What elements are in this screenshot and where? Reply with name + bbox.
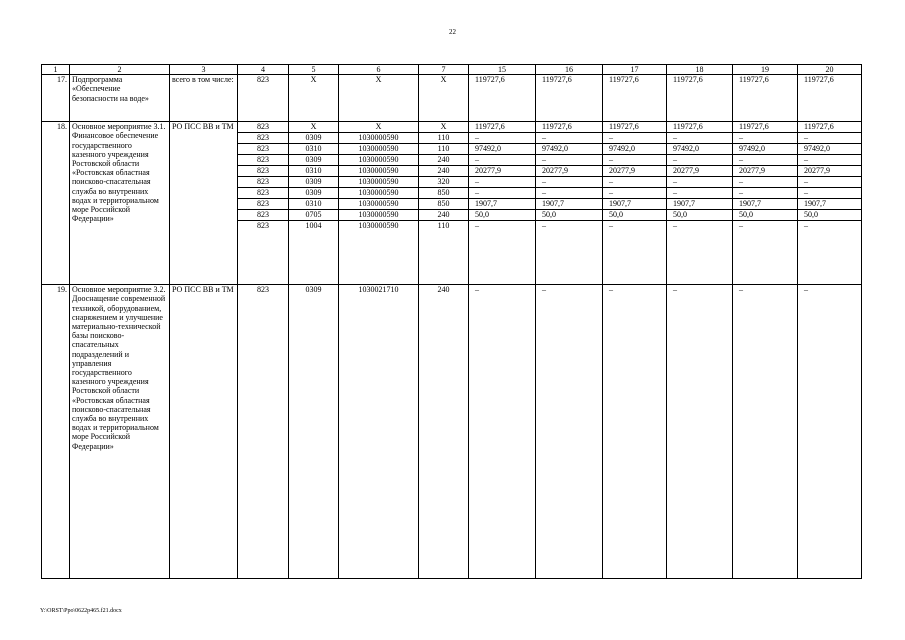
item-name: Подпрограмма «Обеспечение безопасности на воде»	[70, 75, 170, 122]
value-cell: –	[733, 188, 798, 199]
value-cell: –	[733, 177, 798, 188]
expense-type-code: 850	[419, 188, 469, 199]
row-number: 19.	[42, 285, 70, 579]
value-cell: –	[667, 133, 733, 144]
value-cell: 97492,0	[469, 144, 536, 155]
value-cell: –	[536, 285, 603, 579]
target-code: 1030000590	[339, 210, 419, 221]
value-cell: 119727,6	[603, 75, 667, 122]
ministry-code: 823	[238, 177, 289, 188]
value-cell: 119727,6	[733, 75, 798, 122]
value-cell: 50,0	[603, 210, 667, 221]
section-code: Х	[289, 75, 339, 122]
item-name: Основное мероприятие 3.2. Дооснащение современной техникой, оборудованием, снаряжением и улучшение материально-технической базы поисково-спасательных подразделений и управления государственного казенного учреждения Ростовской области «Ростовская областная поисково-спасательная служба во внутренних водах и территориальном море Российской Федерации»	[70, 285, 170, 579]
target-code: 1030000590	[339, 177, 419, 188]
executor: всего в том числе:	[170, 75, 238, 122]
value-cell: 119727,6	[733, 122, 798, 133]
column-number: 18	[667, 65, 733, 75]
value-cell: 119727,6	[798, 122, 862, 133]
value-cell: –	[536, 155, 603, 166]
ministry-code: 823	[238, 221, 289, 285]
expense-type-code: Х	[419, 75, 469, 122]
value-cell: 97492,0	[798, 144, 862, 155]
section-code: 0310	[289, 199, 339, 210]
target-code: 1030021710	[339, 285, 419, 579]
table-row	[42, 122, 862, 133]
column-number: 3	[170, 65, 238, 75]
expense-type-code: 110	[419, 221, 469, 285]
value-cell: –	[469, 133, 536, 144]
value-cell: 119727,6	[667, 122, 733, 133]
expense-type-code: 850	[419, 199, 469, 210]
column-number: 6	[339, 65, 419, 75]
value-cell: –	[798, 221, 862, 285]
executor: РО ПСС ВВ и ТМ	[170, 285, 238, 579]
page-number: 22	[449, 28, 456, 36]
value-cell: –	[603, 177, 667, 188]
value-cell: 119727,6	[536, 122, 603, 133]
section-code: 0309	[289, 285, 339, 579]
value-cell: –	[603, 188, 667, 199]
value-cell: –	[469, 177, 536, 188]
value-cell: –	[798, 155, 862, 166]
ministry-code: 823	[238, 199, 289, 210]
ministry-code: 823	[238, 122, 289, 133]
value-cell: 1907,7	[667, 199, 733, 210]
value-cell: –	[469, 188, 536, 199]
value-cell: 1907,7	[798, 199, 862, 210]
value-cell: –	[667, 221, 733, 285]
section-code: 0309	[289, 188, 339, 199]
value-cell: 50,0	[469, 210, 536, 221]
value-cell: 20277,9	[603, 166, 667, 177]
ministry-code: 823	[238, 75, 289, 122]
value-cell: 119727,6	[469, 122, 536, 133]
ministry-code: 823	[238, 133, 289, 144]
table-row	[42, 285, 862, 579]
item-name: Основное мероприятие 3.1. Финансовое обеспечение государственного казенного учреждения Ростовской области «Ростовская областная поисково-спасательная служба во внутренних водах и территориальном море Российской Федерации»	[70, 122, 170, 285]
section-code: 0309	[289, 177, 339, 188]
value-cell: 20277,9	[536, 166, 603, 177]
expense-type-code: 240	[419, 210, 469, 221]
column-number: 2	[70, 65, 170, 75]
target-code: 1030000590	[339, 155, 419, 166]
column-number: 19	[733, 65, 798, 75]
target-code: 1030000590	[339, 144, 419, 155]
column-number: 20	[798, 65, 862, 75]
value-cell: –	[733, 285, 798, 579]
value-cell: –	[798, 177, 862, 188]
ministry-code: 823	[238, 155, 289, 166]
value-cell: 1907,7	[536, 199, 603, 210]
value-cell: 1907,7	[469, 199, 536, 210]
value-cell: 119727,6	[469, 75, 536, 122]
value-cell: –	[733, 155, 798, 166]
value-cell: –	[536, 177, 603, 188]
target-code: 1030000590	[339, 166, 419, 177]
value-cell: –	[667, 188, 733, 199]
expense-type-code: 110	[419, 133, 469, 144]
value-cell: –	[667, 155, 733, 166]
header-row	[42, 65, 862, 75]
value-cell: –	[603, 133, 667, 144]
value-cell: –	[536, 188, 603, 199]
value-cell: –	[733, 133, 798, 144]
column-number: 16	[536, 65, 603, 75]
section-code: 0310	[289, 144, 339, 155]
row-number: 17.	[42, 75, 70, 122]
budget-table	[41, 64, 862, 579]
executor: РО ПСС ВВ и ТМ	[170, 122, 238, 285]
target-code: Х	[339, 75, 419, 122]
ministry-code: 823	[238, 188, 289, 199]
column-number: 7	[419, 65, 469, 75]
value-cell: 50,0	[667, 210, 733, 221]
row-number: 18.	[42, 122, 70, 285]
target-code: 1030000590	[339, 188, 419, 199]
value-cell: –	[798, 133, 862, 144]
column-number: 17	[603, 65, 667, 75]
value-cell: –	[603, 221, 667, 285]
section-code: 0310	[289, 166, 339, 177]
value-cell: –	[798, 285, 862, 579]
expense-type-code: 240	[419, 166, 469, 177]
value-cell: –	[667, 177, 733, 188]
value-cell: 20277,9	[733, 166, 798, 177]
section-code: Х	[289, 122, 339, 133]
value-cell: 20277,9	[667, 166, 733, 177]
value-cell: 97492,0	[603, 144, 667, 155]
value-cell: 50,0	[798, 210, 862, 221]
value-cell: 119727,6	[798, 75, 862, 122]
value-cell: 20277,9	[798, 166, 862, 177]
value-cell: –	[603, 155, 667, 166]
section-code: 0705	[289, 210, 339, 221]
value-cell: 119727,6	[667, 75, 733, 122]
value-cell: –	[536, 221, 603, 285]
target-code: 1030000590	[339, 199, 419, 210]
value-cell: 119727,6	[603, 122, 667, 133]
table-row	[42, 75, 862, 122]
value-cell: –	[469, 285, 536, 579]
column-number: 4	[238, 65, 289, 75]
value-cell: –	[667, 285, 733, 579]
target-code: Х	[339, 122, 419, 133]
value-cell: –	[469, 155, 536, 166]
value-cell: –	[733, 221, 798, 285]
ministry-code: 823	[238, 166, 289, 177]
value-cell: 50,0	[733, 210, 798, 221]
value-cell: 119727,6	[536, 75, 603, 122]
value-cell: –	[469, 221, 536, 285]
ministry-code: 823	[238, 210, 289, 221]
expense-type-code: 240	[419, 285, 469, 579]
footer-file-path: Y:\ORST\Ppo\0622p465.f21.docx	[40, 608, 122, 614]
value-cell: 1907,7	[603, 199, 667, 210]
expense-type-code: 240	[419, 155, 469, 166]
value-cell: 97492,0	[536, 144, 603, 155]
section-code: 1004	[289, 221, 339, 285]
value-cell: 1907,7	[733, 199, 798, 210]
value-cell: 20277,9	[469, 166, 536, 177]
ministry-code: 823	[238, 144, 289, 155]
expense-type-code: 320	[419, 177, 469, 188]
expense-type-code: 110	[419, 144, 469, 155]
value-cell: –	[603, 285, 667, 579]
value-cell: –	[536, 133, 603, 144]
ministry-code: 823	[238, 285, 289, 579]
value-cell: –	[798, 188, 862, 199]
column-number: 15	[469, 65, 536, 75]
value-cell: 97492,0	[733, 144, 798, 155]
expense-type-code: Х	[419, 122, 469, 133]
target-code: 1030000590	[339, 133, 419, 144]
section-code: 0309	[289, 155, 339, 166]
value-cell: 97492,0	[667, 144, 733, 155]
column-number: 5	[289, 65, 339, 75]
target-code: 1030000590	[339, 221, 419, 285]
section-code: 0309	[289, 133, 339, 144]
value-cell: 50,0	[536, 210, 603, 221]
column-number: 1	[42, 65, 70, 75]
